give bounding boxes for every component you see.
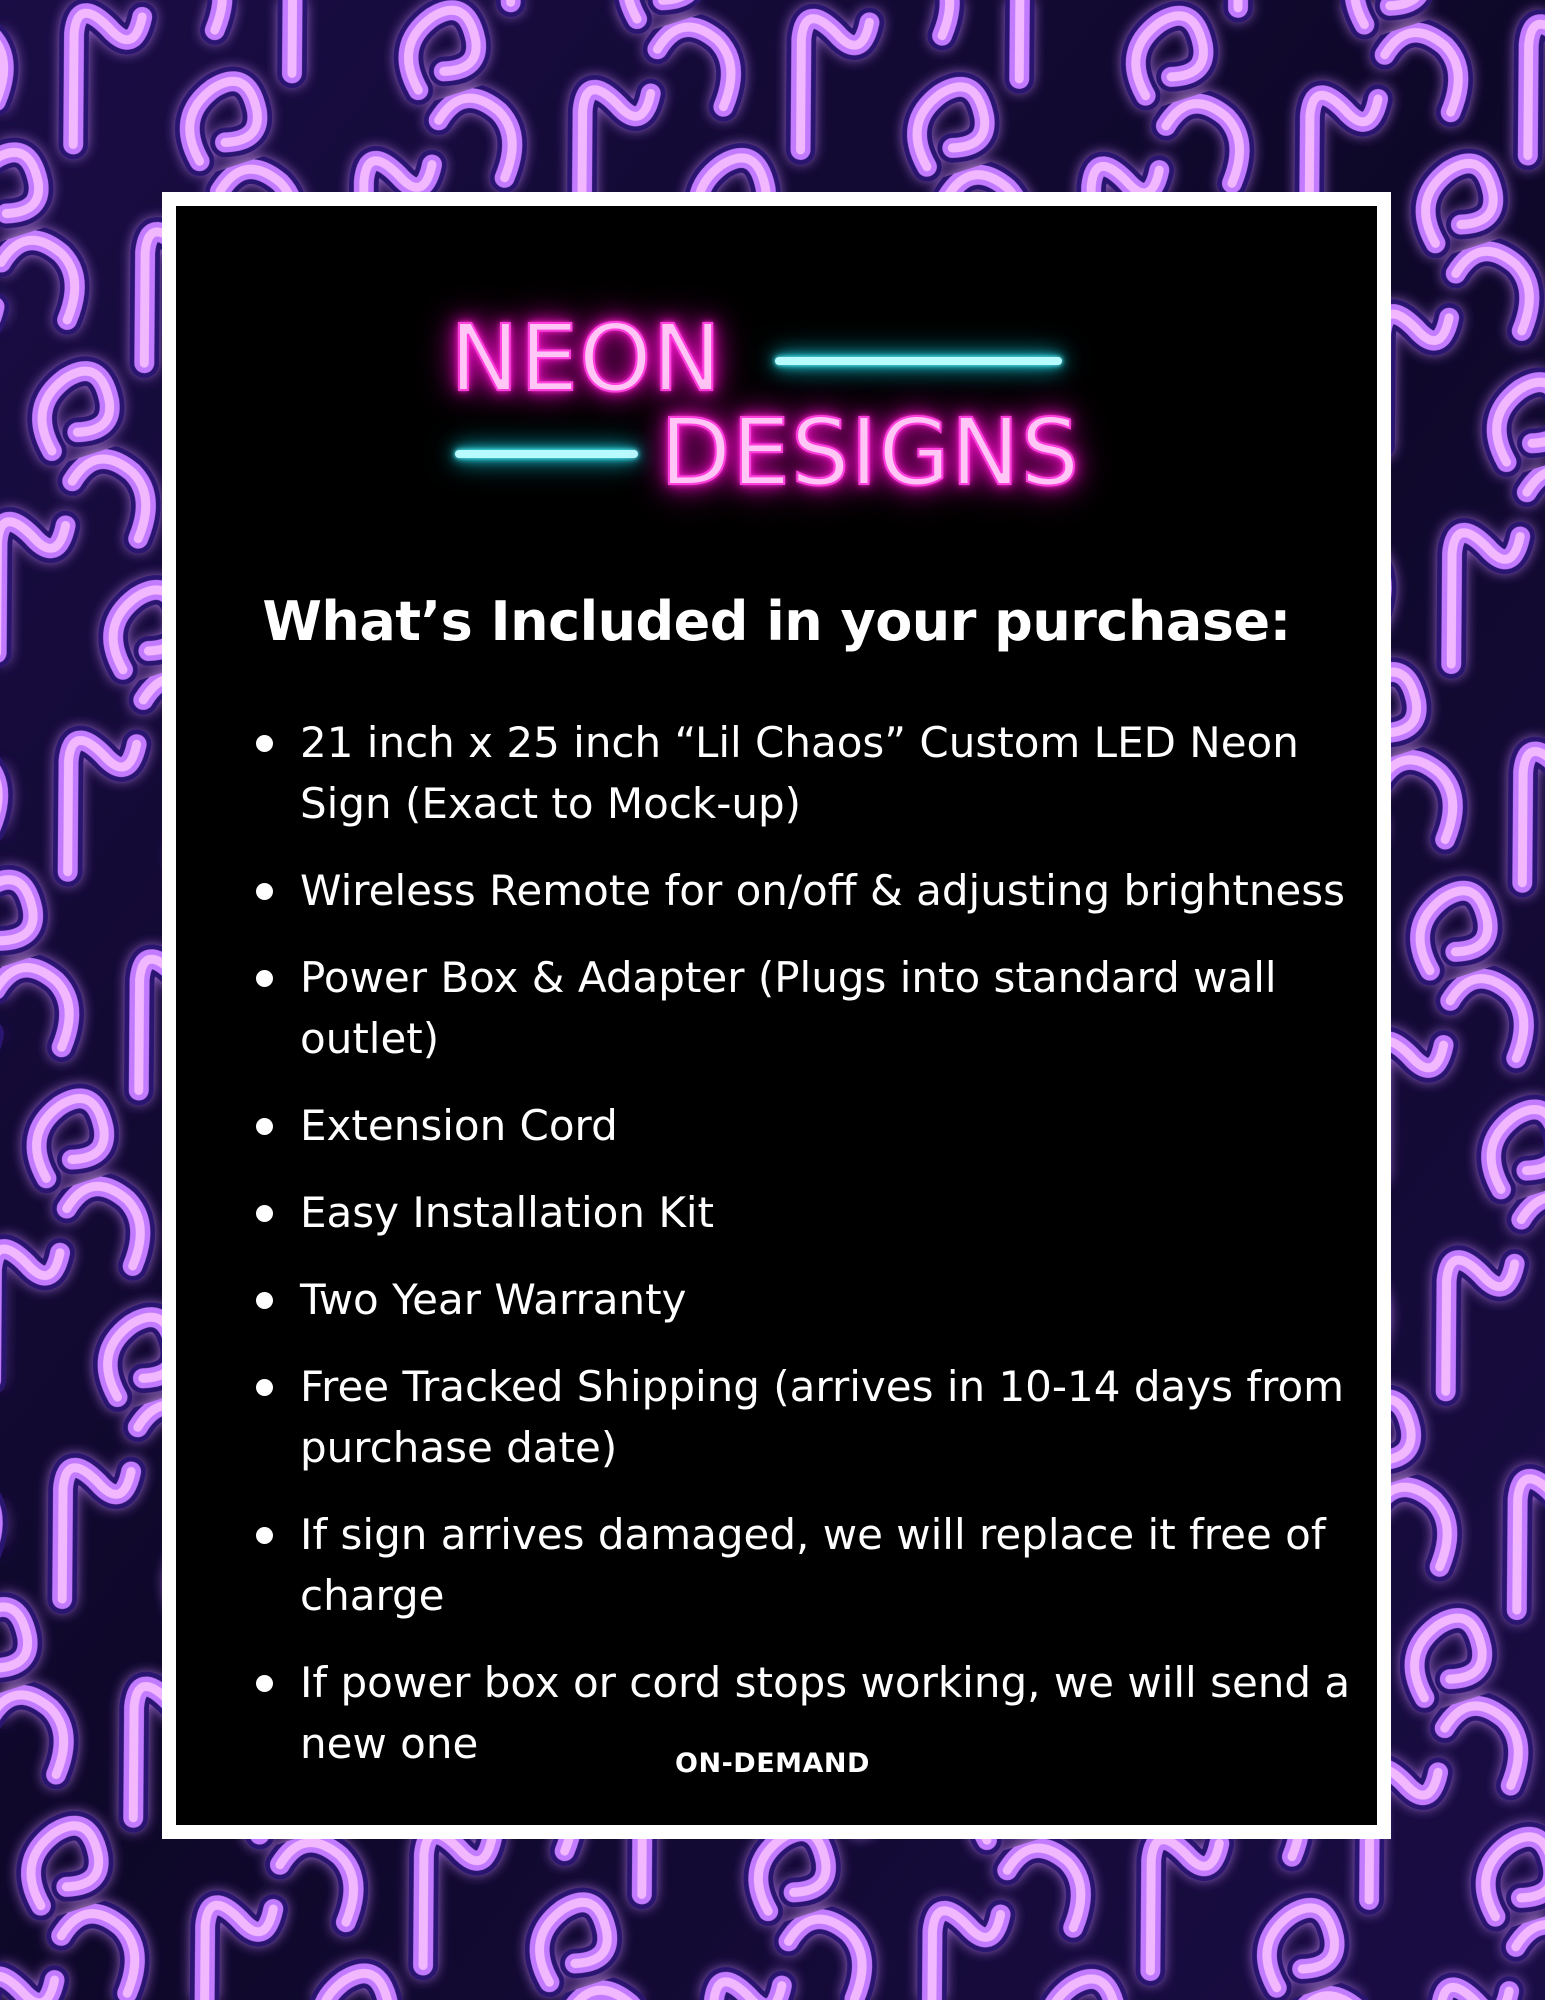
list-item	[250, 947, 1360, 1069]
bullet-icon	[256, 1675, 273, 1692]
list-item-text: Extension Cord	[300, 1101, 618, 1150]
list-item-text: If power box or cord stops working, we will send a new one	[300, 1658, 1351, 1768]
neon-designs-logo	[440, 305, 1080, 505]
bullet-icon	[256, 1205, 273, 1222]
bullet-icon	[256, 735, 273, 752]
included-items-list	[250, 712, 1360, 1800]
footer-brand: ON-DEMAND	[675, 1748, 870, 1779]
bullet-icon	[256, 1527, 273, 1544]
list-item	[250, 1182, 1360, 1243]
list-item-text: Power Box & Adapter (Plugs into standard wall outlet)	[300, 953, 1277, 1063]
list-item	[250, 712, 1360, 834]
bullet-icon	[256, 1379, 273, 1396]
bullet-icon	[256, 1292, 273, 1309]
list-item	[250, 860, 1360, 921]
logo-word-neon: NEON	[450, 305, 723, 412]
page-heading: What’s Included in your purchase:	[262, 590, 1291, 653]
bullet-icon	[256, 883, 273, 900]
logo-word-designs: DESIGNS	[660, 399, 1081, 506]
list-item-text: If sign arrives damaged, we will replace it free of charge	[300, 1510, 1326, 1620]
logo-cyan-line-top	[775, 357, 1062, 365]
bullet-icon	[256, 1118, 273, 1135]
list-item	[250, 1356, 1360, 1478]
list-item-text: Two Year Warranty	[300, 1275, 687, 1324]
list-item	[250, 1269, 1360, 1330]
list-item-text: Free Tracked Shipping (arrives in 10-14 days from purchase date)	[300, 1362, 1345, 1472]
bullet-icon	[256, 970, 273, 987]
list-item-text: Wireless Remote for on/off & adjusting brightness	[300, 866, 1346, 915]
list-item	[250, 1095, 1360, 1156]
logo-cyan-line-bottom	[455, 450, 638, 458]
list-item-text: 21 inch x 25 inch “Lil Chaos” Custom LED Neon Sign (Exact to Mock-up)	[300, 718, 1299, 828]
list-item	[250, 1504, 1360, 1626]
list-item-text: Easy Installation Kit	[300, 1188, 715, 1237]
